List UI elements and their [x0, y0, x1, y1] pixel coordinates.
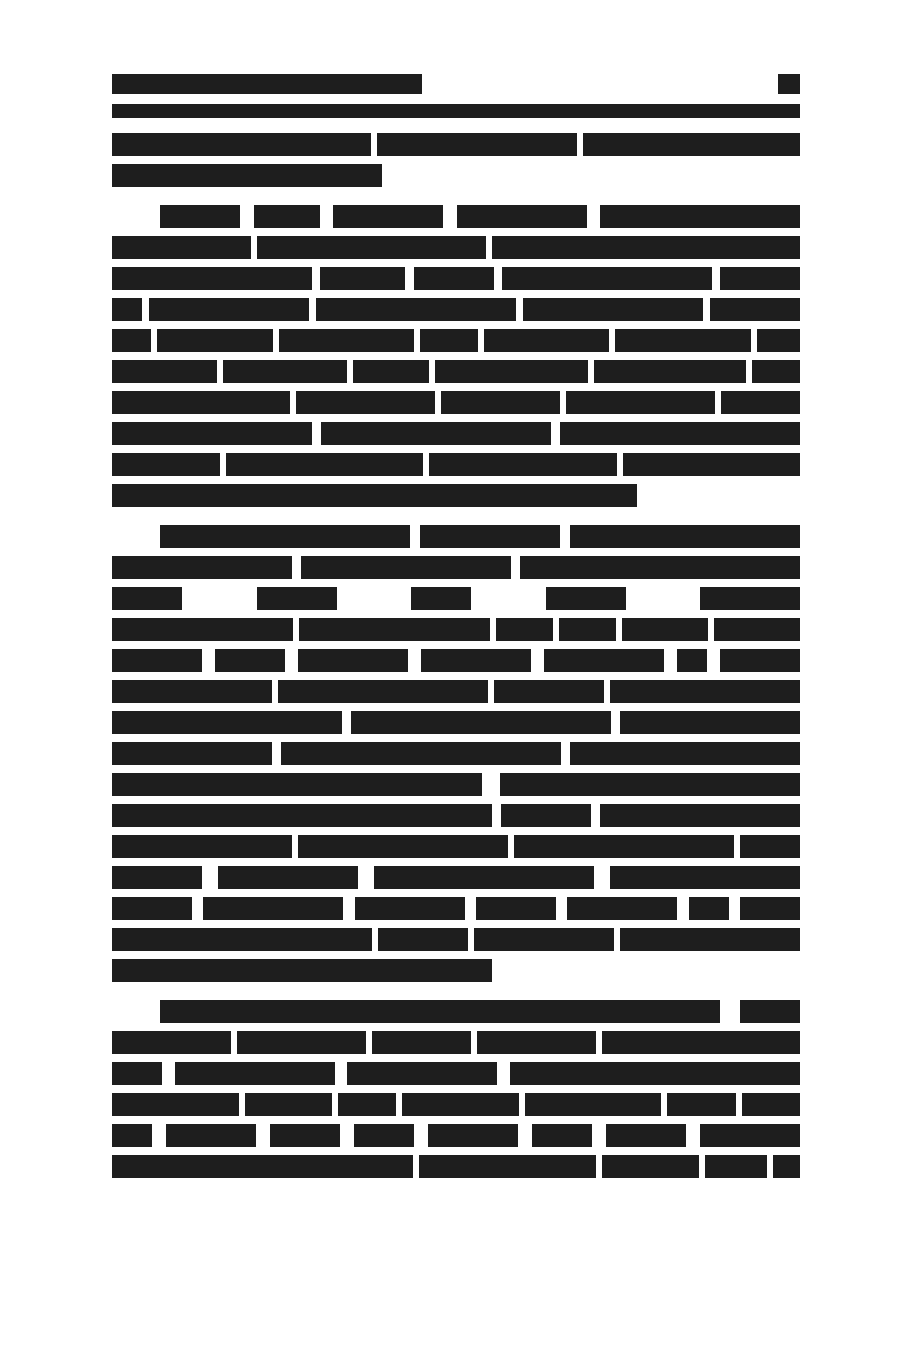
- redacted-word: [160, 1000, 720, 1023]
- redacted-word: [254, 205, 320, 228]
- redacted-word: [112, 804, 492, 827]
- redacted-word: [570, 525, 800, 548]
- redacted-word: [476, 897, 556, 920]
- paragraph: [112, 525, 800, 982]
- redacted-word: [532, 1124, 592, 1147]
- redacted-word: [215, 649, 285, 672]
- redacted-word: [112, 267, 312, 290]
- redacted-word: [281, 742, 561, 765]
- redacted-word: [279, 329, 414, 352]
- redacted-word: [520, 556, 800, 579]
- redacted-word: [301, 556, 511, 579]
- redacted-word: [600, 205, 800, 228]
- body-text: [112, 133, 800, 1186]
- redacted-word: [112, 897, 192, 920]
- text-line-redacted: [112, 897, 800, 920]
- text-line-redacted: [112, 391, 800, 414]
- redacted-word: [615, 329, 750, 352]
- redacted-word: [112, 1093, 239, 1116]
- text-line-redacted: [112, 484, 800, 507]
- redacted-word: [757, 329, 800, 352]
- redacted-word: [333, 205, 443, 228]
- text-line-redacted: [112, 1062, 800, 1085]
- text-line-redacted: [112, 1124, 800, 1147]
- redacted-word: [112, 484, 637, 507]
- text-line-redacted: [112, 587, 800, 610]
- redacted-word: [544, 649, 664, 672]
- redacted-word: [546, 587, 626, 610]
- redacted-word: [320, 267, 405, 290]
- text-line-redacted: [112, 1031, 800, 1054]
- redacted-word: [457, 205, 587, 228]
- redacted-word: [600, 804, 800, 827]
- text-line-redacted: [112, 618, 800, 641]
- redacted-word: [700, 587, 800, 610]
- text-line-redacted: [112, 1093, 800, 1116]
- redacted-word: [492, 236, 800, 259]
- redacted-word: [514, 835, 734, 858]
- redacted-word: [594, 360, 747, 383]
- redacted-word: [372, 1031, 471, 1054]
- redacted-word: [112, 1062, 162, 1085]
- redacted-word: [347, 1062, 497, 1085]
- redacted-word: [773, 1155, 800, 1178]
- paragraph-gap: [112, 515, 800, 525]
- redacted-word: [112, 329, 151, 352]
- redacted-word: [378, 928, 468, 951]
- redacted-word: [112, 236, 251, 259]
- redacted-word: [559, 618, 616, 641]
- redacted-word: [112, 556, 292, 579]
- redacted-word: [570, 742, 800, 765]
- text-line-redacted: [112, 236, 800, 259]
- redacted-word: [441, 391, 560, 414]
- redacted-word: [112, 1124, 152, 1147]
- redacted-word: [602, 1155, 699, 1178]
- paragraph: [112, 205, 800, 507]
- redacted-word: [677, 649, 707, 672]
- redacted-word: [112, 742, 272, 765]
- text-line-redacted: [112, 835, 800, 858]
- redacted-word: [112, 711, 342, 734]
- text-line-redacted: [112, 422, 800, 445]
- paragraph-gap: [112, 195, 800, 205]
- text-line-redacted: [112, 1155, 800, 1178]
- text-line-redacted: [112, 928, 800, 951]
- redacted-word: [160, 525, 410, 548]
- redacted-word: [501, 804, 591, 827]
- redacted-word: [112, 835, 292, 858]
- redacted-word: [237, 1031, 366, 1054]
- redacted-word: [278, 680, 488, 703]
- redacted-word: [610, 680, 800, 703]
- redacted-word: [560, 422, 800, 445]
- redacted-word: [740, 1000, 800, 1023]
- redacted-word: [112, 422, 312, 445]
- redacted-word: [355, 897, 465, 920]
- redacted-word: [402, 1093, 519, 1116]
- text-line-redacted: [112, 649, 800, 672]
- redacted-word: [270, 1124, 340, 1147]
- text-line-redacted: [112, 298, 800, 321]
- redacted-word: [338, 1093, 396, 1116]
- redacted-word: [112, 133, 371, 156]
- redacted-word: [112, 164, 382, 187]
- redacted-word: [149, 298, 309, 321]
- text-line-redacted: [112, 804, 800, 827]
- redacted-word: [166, 1124, 256, 1147]
- redacted-word: [720, 267, 800, 290]
- redacted-word: [474, 928, 614, 951]
- text-line-redacted: [112, 680, 800, 703]
- redacted-word: [602, 1031, 800, 1054]
- redacted-word: [429, 453, 616, 476]
- redacted-word: [257, 587, 337, 610]
- redacted-word: [477, 1031, 596, 1054]
- redacted-word: [112, 298, 142, 321]
- text-line-redacted: [112, 267, 800, 290]
- text-line-redacted: [112, 866, 800, 889]
- redacted-word: [112, 1155, 413, 1178]
- redacted-word: [112, 391, 290, 414]
- redacted-word: [316, 298, 516, 321]
- page-number-redacted: [778, 74, 800, 94]
- redacted-word: [298, 835, 508, 858]
- redacted-word: [112, 680, 272, 703]
- redacted-word: [112, 618, 293, 641]
- redacted-word: [257, 236, 486, 259]
- text-line-redacted: [112, 205, 800, 228]
- redacted-word: [710, 298, 800, 321]
- redacted-word: [620, 928, 800, 951]
- text-line-redacted: [112, 1000, 800, 1023]
- redacted-word: [500, 773, 800, 796]
- redacted-word: [720, 649, 800, 672]
- text-line-redacted: [112, 773, 800, 796]
- redacted-word: [245, 1093, 333, 1116]
- paragraph: [112, 1000, 800, 1178]
- redacted-word: [377, 133, 576, 156]
- redacted-word: [351, 711, 611, 734]
- redacted-word: [112, 453, 220, 476]
- redacted-word: [689, 897, 729, 920]
- paragraph-gap: [112, 990, 800, 1000]
- redacted-word: [583, 133, 800, 156]
- redacted-word: [321, 422, 551, 445]
- redacted-word: [705, 1155, 767, 1178]
- redacted-word: [175, 1062, 335, 1085]
- redacted-word: [157, 329, 273, 352]
- redacted-word: [428, 1124, 518, 1147]
- redacted-word: [112, 360, 217, 383]
- redacted-word: [203, 897, 343, 920]
- text-line-redacted: [112, 329, 800, 352]
- redacted-word: [374, 866, 594, 889]
- redacted-word: [721, 391, 800, 414]
- redacted-word: [623, 453, 800, 476]
- redacted-word: [752, 360, 800, 383]
- redacted-word: [223, 360, 347, 383]
- redacted-word: [525, 1093, 661, 1116]
- redacted-word: [566, 391, 715, 414]
- text-line-redacted: [112, 133, 800, 156]
- redacted-word: [484, 329, 610, 352]
- redacted-word: [299, 618, 490, 641]
- redacted-word: [420, 525, 560, 548]
- redacted-word: [622, 618, 708, 641]
- header-rule-redacted: [112, 104, 800, 118]
- redacted-word: [714, 618, 800, 641]
- redacted-word: [112, 1031, 231, 1054]
- redacted-word: [742, 1093, 800, 1116]
- redacted-word: [411, 587, 471, 610]
- redacted-word: [419, 1155, 596, 1178]
- text-line-redacted: [112, 164, 800, 187]
- redacted-word: [523, 298, 703, 321]
- text-line-redacted: [112, 556, 800, 579]
- text-line-redacted: [112, 525, 800, 548]
- redacted-word: [112, 959, 492, 982]
- redacted-word: [740, 835, 800, 858]
- text-line-redacted: [112, 742, 800, 765]
- redacted-word: [160, 205, 240, 228]
- redacted-word: [112, 587, 182, 610]
- redacted-word: [112, 866, 202, 889]
- redacted-word: [226, 453, 423, 476]
- redacted-word: [740, 897, 800, 920]
- redacted-word: [296, 391, 435, 414]
- redacted-word: [420, 329, 478, 352]
- redacted-word: [502, 267, 712, 290]
- redacted-word: [620, 711, 800, 734]
- redacted-word: [496, 618, 553, 641]
- redacted-word: [414, 267, 494, 290]
- redacted-word: [421, 649, 531, 672]
- redacted-word: [112, 773, 482, 796]
- redacted-word: [112, 928, 372, 951]
- text-line-redacted: [112, 360, 800, 383]
- redacted-word: [112, 649, 202, 672]
- redacted-word: [567, 897, 677, 920]
- running-head-title-redacted: [112, 74, 422, 94]
- paragraph: [112, 133, 800, 187]
- text-line-redacted: [112, 453, 800, 476]
- redacted-word: [354, 1124, 414, 1147]
- redacted-word: [606, 1124, 686, 1147]
- redacted-word: [353, 360, 429, 383]
- redacted-word: [298, 649, 408, 672]
- redacted-word: [435, 360, 588, 383]
- text-line-redacted: [112, 959, 800, 982]
- redacted-word: [610, 866, 800, 889]
- redacted-word: [218, 866, 358, 889]
- text-line-redacted: [112, 711, 800, 734]
- redacted-word: [667, 1093, 735, 1116]
- redacted-word: [700, 1124, 800, 1147]
- redacted-word: [494, 680, 604, 703]
- running-head: [112, 74, 800, 94]
- redacted-word: [510, 1062, 800, 1085]
